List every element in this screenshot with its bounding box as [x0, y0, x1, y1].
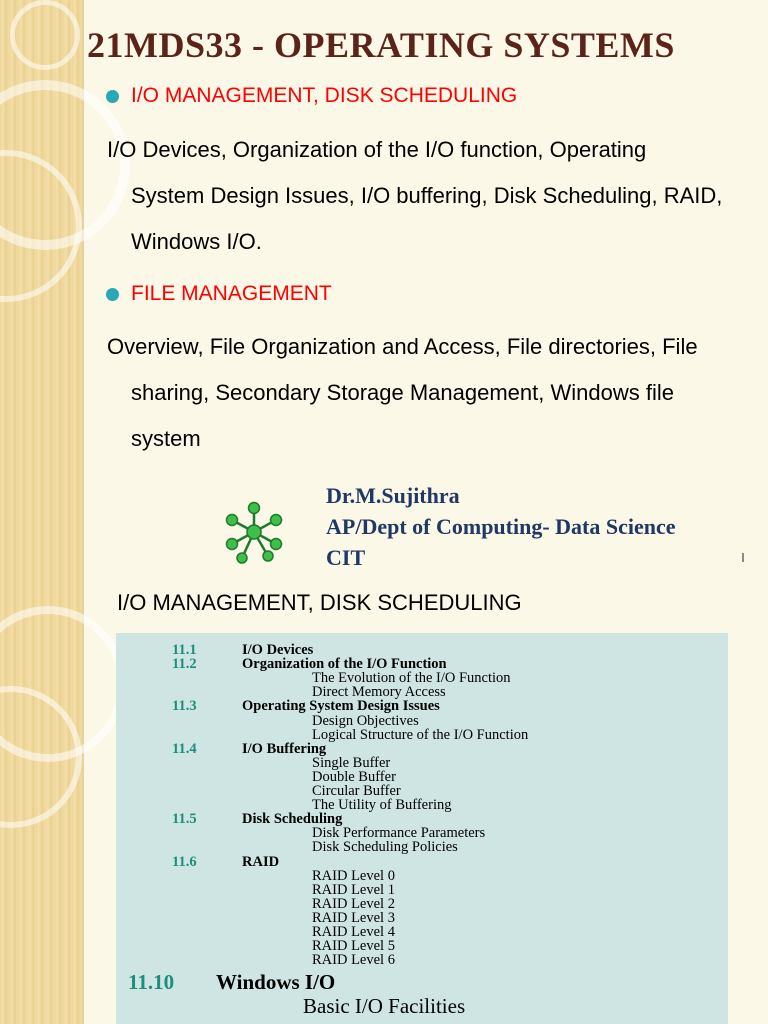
- toc-entry: RAID Level 6: [312, 952, 395, 969]
- section-body-file: [107, 324, 747, 462]
- toc-number: 11.10: [128, 970, 175, 994]
- decorative-strip: [0, 0, 84, 576]
- slide-2-heading: I/O MANAGEMENT, DISK SCHEDULING: [117, 590, 522, 615]
- toc-entry: I/O Buffering: [242, 740, 327, 757]
- toc-number: 11.5: [172, 811, 197, 828]
- toc-entry: RAID Level 2: [312, 895, 395, 912]
- toc-entry: Disk Performance Parameters: [312, 825, 486, 842]
- toc-entry: Circular Buffer: [312, 783, 401, 799]
- toc-entry: Windows I/O: [216, 970, 336, 994]
- toc-entry: The Evolution of the I/O Function: [312, 670, 511, 687]
- toc-number: 11.2: [172, 656, 197, 673]
- bullet-dot: [106, 90, 119, 103]
- toc-entry: RAID Level 3: [312, 909, 395, 926]
- table-of-contents: [116, 633, 728, 1024]
- bullet-dot: [106, 288, 119, 301]
- body-line: I/O Devices, Organization of the I/O function, Operating: [107, 137, 647, 162]
- toc-entry: The Utility of Buffering: [312, 797, 452, 814]
- toc-entry: Basic I/O Facilities: [303, 994, 466, 1018]
- toc-entry: Double Buffer: [312, 768, 396, 785]
- slide-title: 21MDS33 - OPERATING SYSTEMS: [87, 25, 675, 65]
- toc-entry: RAID Level 5: [312, 938, 395, 955]
- section-body-io: [107, 127, 747, 265]
- toc-entry: Design Objectives: [312, 712, 419, 729]
- body-line: System Design Issues, I/O buffering, Disk Scheduling, RAID,: [131, 183, 723, 208]
- section-heading-io: I/O MANAGEMENT, DISK SCHEDULING: [131, 84, 518, 107]
- toc-number: 11.4: [172, 740, 197, 757]
- toc-entry: Disk Scheduling: [242, 811, 343, 828]
- body-line: Overview, File Organization and Access, File directories, File: [107, 334, 698, 359]
- author-name: Dr.M.Sujithra: [326, 483, 460, 508]
- toc-entry: RAID Level 4: [312, 924, 395, 940]
- body-line: sharing, Secondary Storage Management, Windows file: [131, 380, 674, 405]
- section-heading-file: FILE MANAGEMENT: [131, 282, 332, 305]
- slide-marker: [742, 553, 744, 562]
- toc-entry: Organization of the I/O Function: [242, 656, 447, 673]
- toc-entry: RAID Level 1: [312, 881, 395, 898]
- toc-entry: RAID Level 0: [312, 867, 395, 884]
- author-institution: CIT: [326, 545, 366, 570]
- toc-entry: Disk Scheduling Policies: [312, 839, 458, 856]
- decorative-strip: [0, 576, 84, 1024]
- toc-number: 11.1: [172, 642, 197, 658]
- toc-number: 11.3: [172, 698, 197, 715]
- body-line: Windows I/O.: [131, 229, 262, 254]
- toc-entry: Logical Structure of the I/O Function: [312, 726, 529, 743]
- toc-entry: RAID: [242, 853, 280, 870]
- toc-entry: Single Buffer: [312, 754, 391, 771]
- body-line: system: [131, 426, 201, 451]
- toc-entry: Direct Memory Access: [312, 684, 446, 701]
- author-position: AP/Dept of Computing- Data Science: [326, 514, 676, 539]
- author-block: [326, 480, 676, 573]
- toc-entry: Operating System Design Issues: [242, 698, 440, 715]
- network-icon: [222, 500, 286, 564]
- toc-entry: I/O Devices: [242, 642, 314, 658]
- toc-number: 11.6: [172, 853, 197, 870]
